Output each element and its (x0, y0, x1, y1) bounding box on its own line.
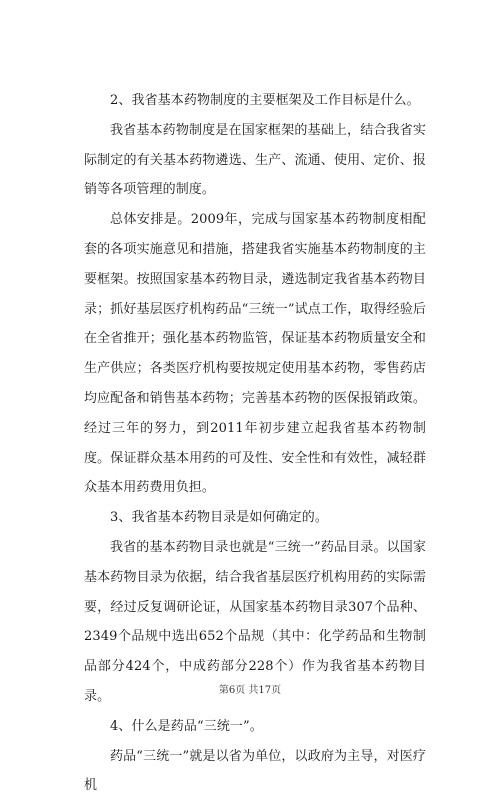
section-heading-2: 2、我省基本药物制度的主要框架及工作目标是什么。 (110, 93, 420, 108)
page-footer: 第6页 共17页 (218, 685, 282, 696)
paragraph: 总体安排是。2009年，完成与国家基本药物制度相配套的各项实施意见和措施，搭建我省实施基本药物制度的主要框架。按照国家基本药物目录，遴选制定我省基本药物目录；抓好基层医疗机构药品“三统一”试点工作，取得经验后在全省推开；强化基本药物监管，保证基本药物质量安全和生产供应；各类医疗机构要按规定使用基本药物，零售药店均应配备和销售基本药物；完善基本药物的医保报销政策。经过三年的努力，到2011年初步建立起我省基本药物制度。保证群众基本用药的可及性、安全性和有效性，减轻群众基本用药费用负担。 (84, 212, 426, 496)
paragraph: 我省基本药物制度是在国家框架的基础上，结合我省实际制定的有关基本药物遴选、生产、流通、使用、定价、报销等各项管理的制度。 (84, 122, 426, 198)
paragraph: 我省的基本药物目录也就是“三统一”药品目录。以国家基本药物目录为依据，结合我省基层医疗机构用药的实际需要，经过反复调研论证，从国家基本药物目录307个品种、2349个品规中选出652个品规（其中：化学药品和生物制品部分424个，中成药部分228个）作为我省基本药物目录。 (84, 539, 426, 704)
section-heading-4: 4、什么是药品“三统一”。 (110, 718, 263, 734)
section-heading-3: 3、我省基本药物目录是如何确定的。 (110, 510, 328, 526)
paragraph: 药品“三统一”就是以省为单位，以政府为主导，对医疗机 (84, 748, 426, 794)
